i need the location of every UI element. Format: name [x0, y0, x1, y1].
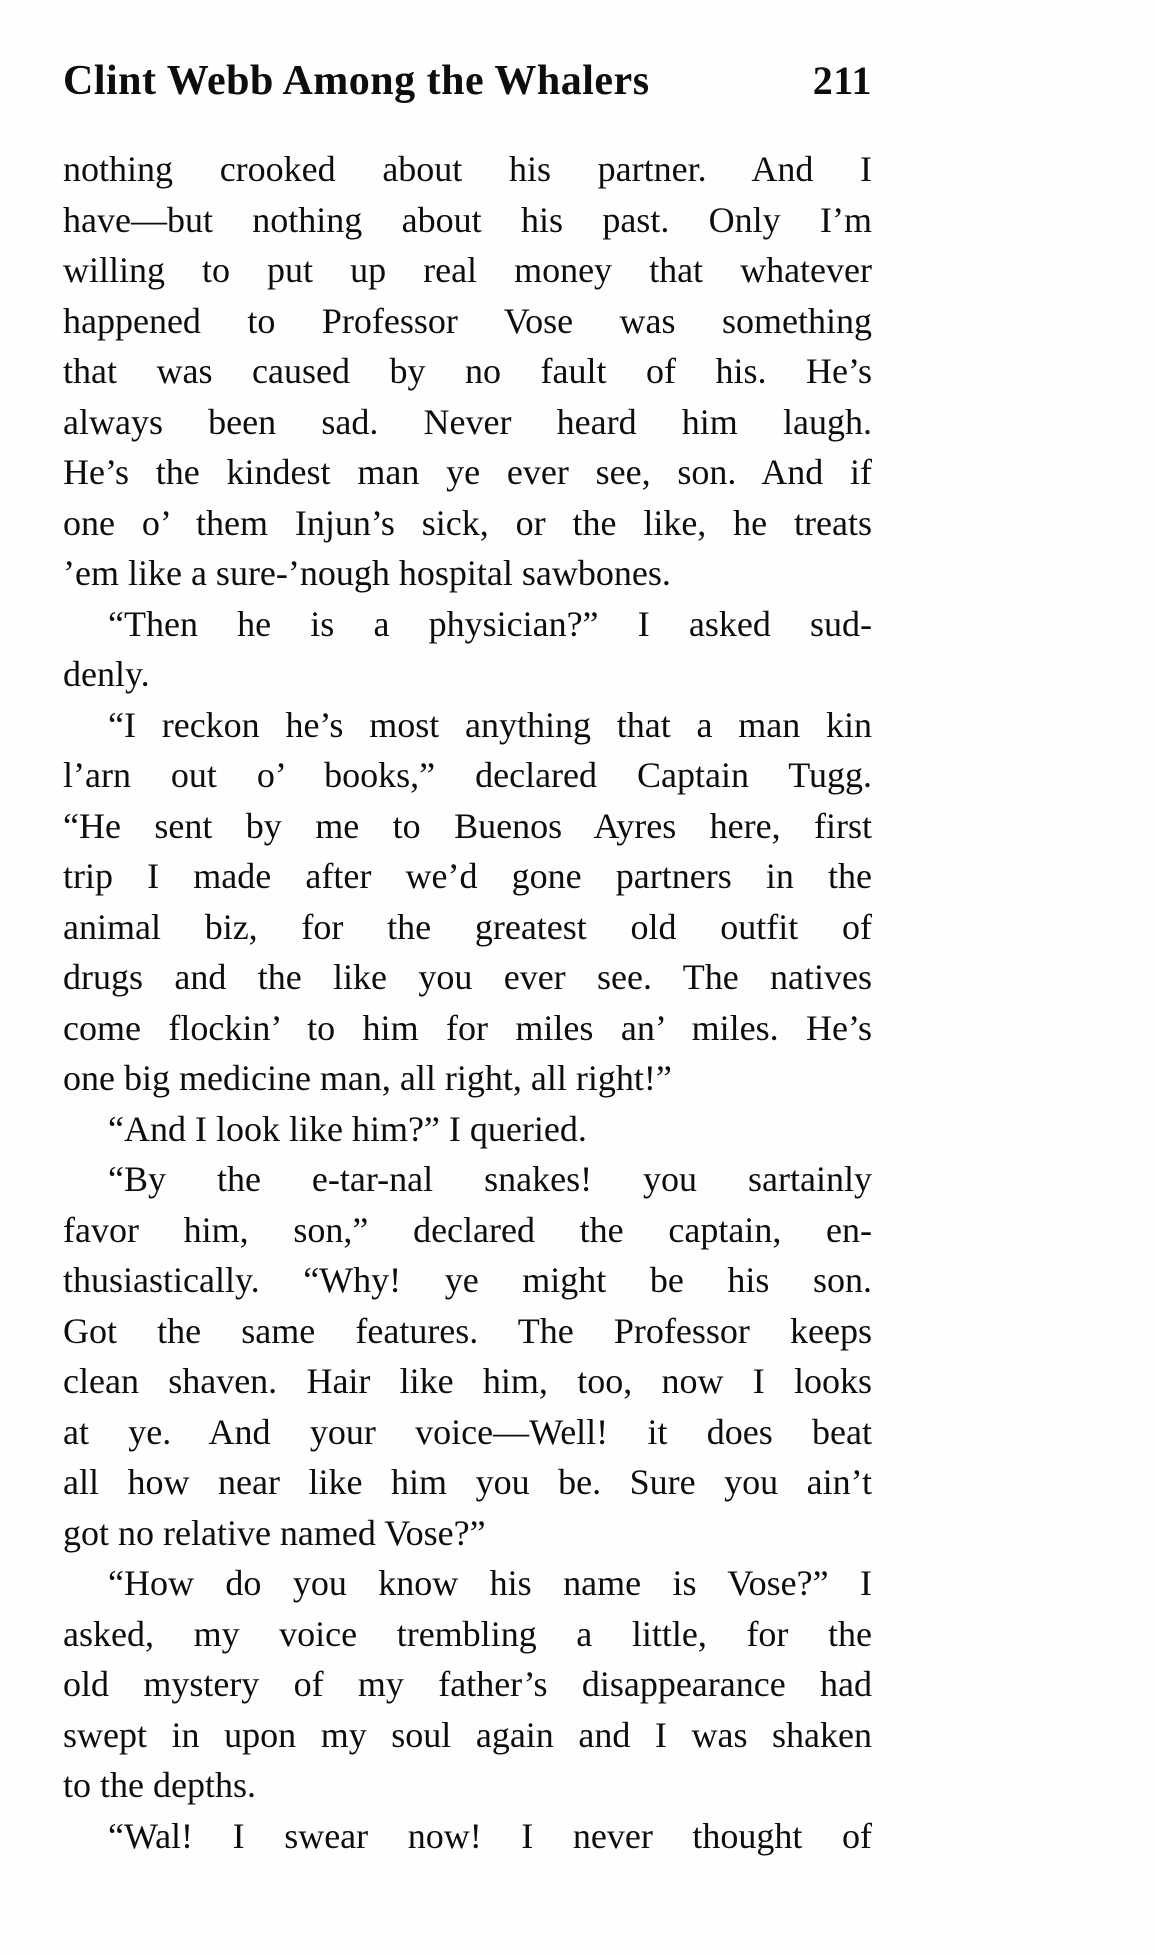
text-line: have—but nothing about his past. Only I’m [63, 199, 872, 240]
text-line: trip I made after we’d gone partners in the [63, 856, 872, 896]
text-line: all how near like him you be. Sure you ain’t [63, 1462, 872, 1502]
text-line: “By the e-tar-nal snakes! you sartainly [108, 1159, 872, 1199]
text-line: “How do you know his name is Vose?” I [108, 1563, 872, 1603]
text-line: asked, my voice trembling a little, for the [63, 1613, 872, 1654]
text-line: drugs and the like you ever see. The natives [63, 957, 872, 997]
text-line: l’arn out o’ books,” declared Captain Tugg. [63, 755, 872, 795]
page-lines [63, 144, 872, 1861]
text-line: “He sent by me to Buenos Ayres here, first [63, 805, 872, 846]
text-line: “Then he is a physician?” I asked sud- [108, 603, 872, 644]
running-header [63, 56, 872, 106]
text-line: denly. [63, 654, 150, 694]
text-line: ’em like a sure-’nough hospital sawbones. [63, 553, 671, 593]
text-line: one big medicine man, all right, all right!” [63, 1058, 672, 1098]
text-line: swept in upon my soul again and I was shaken [63, 1714, 872, 1755]
text-line: happened to Professor Vose was something [63, 300, 872, 341]
text-line: old mystery of my father’s disappearance had [63, 1664, 872, 1704]
text-line: come flockin’ to him for miles an’ miles. He’s [63, 1007, 872, 1048]
text-line: favor him, son,” declared the captain, en- [63, 1209, 872, 1250]
text-line: He’s the kindest man ye ever see, son. And if [63, 452, 872, 492]
text-line: “I reckon he’s most anything that a man kin [108, 704, 872, 745]
text-line: willing to put up real money that whatever [63, 250, 872, 290]
running-header-title: Clint Webb Among the Whalers [63, 58, 650, 104]
page-number: 211 [812, 58, 872, 103]
text-line: at ye. And your voice—Well! it does beat [63, 1411, 872, 1452]
text-line: animal biz, for the greatest old outfit of [63, 906, 872, 947]
text-line: one o’ them Injun’s sick, or the like, he treats [63, 502, 872, 543]
text-line: always been sad. Never heard him laugh. [63, 401, 872, 442]
text-line: “And I look like him?” I queried. [108, 1108, 587, 1149]
text-line: clean shaven. Hair like him, too, now I looks [63, 1361, 872, 1401]
text-line: “Wal! I swear now! I never thought of [108, 1815, 872, 1856]
text-line: that was caused by no fault of his. He’s [63, 351, 872, 391]
text-line: Got the same features. The Professor keeps [63, 1310, 872, 1351]
text-line: got no relative named Vose?” [63, 1512, 486, 1553]
text-line: nothing crooked about his partner. And I [63, 149, 872, 189]
text-line: to the depths. [63, 1765, 256, 1805]
text-line: thusiastically. “Why! ye might be his son. [63, 1260, 872, 1300]
